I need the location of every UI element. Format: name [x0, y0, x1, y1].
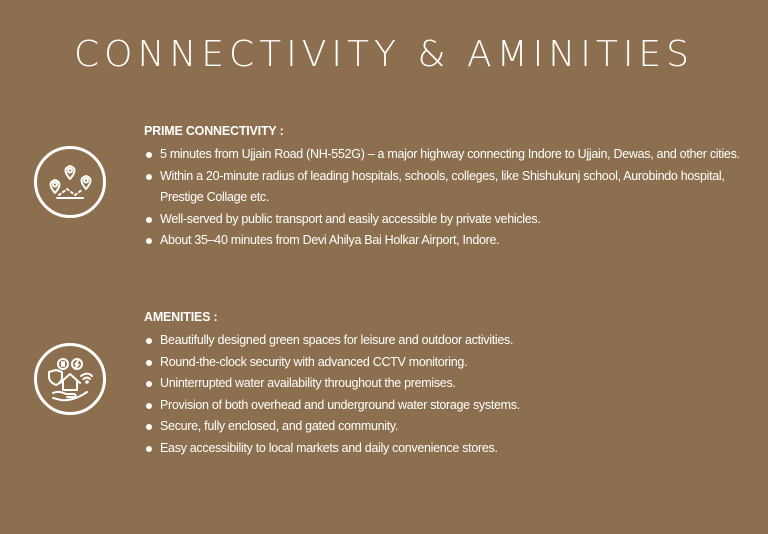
list-item: Within a 20-minute radius of leading hospitals, schools, colleges, like Shishukunj school, Aurobindo hospital, Prestige Collage etc. — [144, 166, 754, 209]
home-amenities-icon — [34, 343, 106, 415]
page-title: CONNECTIVITY & AMINITIES — [73, 34, 695, 75]
amenities-section — [144, 310, 754, 459]
list-item: 5 minutes from Ujjain Road (NH-552G) – a major highway connecting Indore to Ujjain, Dewas, and other cities. — [144, 144, 754, 166]
list-item: Secure, fully enclosed, and gated community. — [144, 416, 754, 438]
amenities-list — [144, 330, 754, 459]
list-item: Easy accessibility to local markets and daily convenience stores. — [144, 438, 754, 460]
connectivity-section — [144, 124, 754, 252]
list-item: Beautifully designed green spaces for leisure and outdoor activities. — [144, 330, 754, 352]
list-item: Well-served by public transport and easily accessible by private vehicles. — [144, 209, 754, 231]
list-item: Uninterrupted water availability throughout the premises. — [144, 373, 754, 395]
connectivity-list — [144, 144, 754, 252]
list-item: About 35–40 minutes from Devi Ahilya Bai Holkar Airport, Indore. — [144, 230, 754, 252]
connectivity-heading: PRIME CONNECTIVITY : — [144, 124, 284, 138]
amenities-heading: AMENITIES : — [144, 310, 218, 324]
list-item: Round-the-clock security with advanced CCTV monitoring. — [144, 352, 754, 374]
list-item: Provision of both overhead and underground water storage systems. — [144, 395, 754, 417]
map-route-icon — [34, 146, 106, 218]
